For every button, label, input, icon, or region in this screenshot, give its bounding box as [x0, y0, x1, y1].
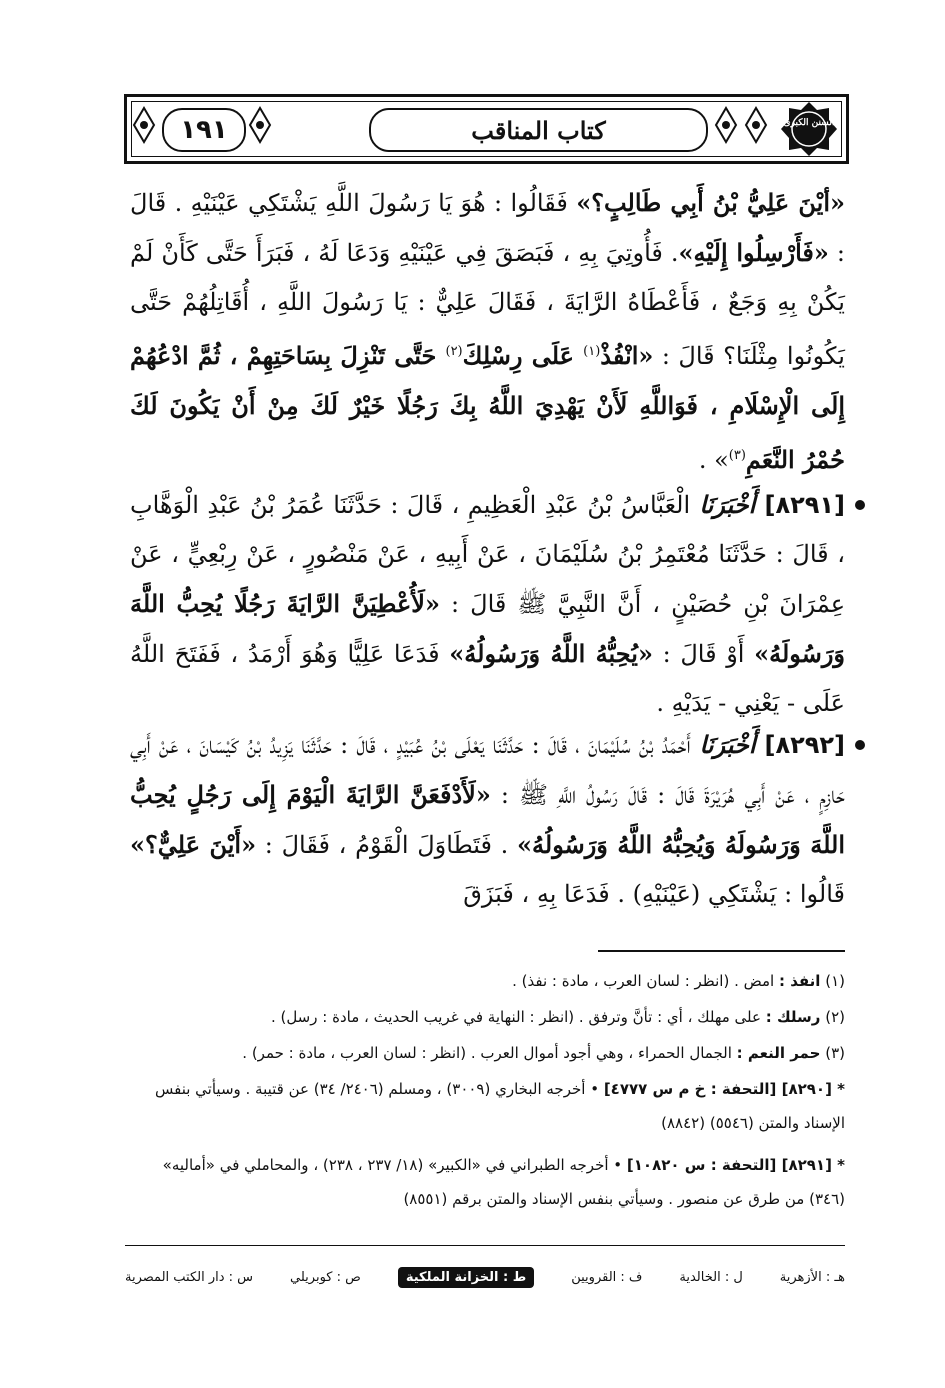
footnote-ref-2[interactable]: (٢)	[445, 344, 463, 359]
footer-rule	[125, 1245, 845, 1246]
manuscript-legend	[125, 1262, 845, 1292]
bullet-8291-icon	[855, 500, 865, 510]
footnote-term: حمر النعم :	[736, 1044, 821, 1062]
footnote-text: امض . (انظر : لسان العرب ، مادة : نفذ) .	[512, 972, 779, 990]
footnote-1	[125, 964, 845, 998]
hadith-number: [٨٢٩١]	[764, 491, 846, 519]
hadith-8291	[130, 480, 845, 728]
footnote-number: (١)	[825, 972, 845, 990]
quote: «يُحِبُّهُ اللَّهُ وَرَسُولُهُ»	[449, 639, 653, 668]
quote: حَتَّى تَنْزِلَ بِسَاحَتِهِمْ ، ثُمَّ ادْعُهُمْ إِلَى الْإِسْلَامِ ، فَوَاللَّهِ لَأَنْ يَهْدِيَ اللَّهُ بِكَ رَجُلًا خَيْرٌ لَكَ مِنْ أَنْ يَكُونَ لَكَ حُمْرُ النَّعَمِ	[130, 341, 845, 474]
legend-ta: ط : الخزانة الملكية	[398, 1267, 534, 1288]
footnote-3	[125, 1036, 845, 1070]
quote: «أَيْنَ عَلِيٌّ؟»	[130, 830, 257, 859]
page-header	[124, 94, 849, 164]
hadith-number: [٨٢٩٢]	[764, 731, 846, 759]
text: الْعَبَّاسُ بْنُ عَبْدِ الْعَظِيمِ ، قَالَ : حَدَّثَنَا عُمَرُ بْنُ عَبْدِ الْوَهَّابِ ، قَالَ : حَدَّثَنَا مُعْتَمِرُ بْنُ سُلَيْمَانَ ، عَنْ أَبِيهِ ، عَنْ مَنْصُورٍ ، عَنْ رِبْعِيٍّ ، عَنْ عِمْرَانَ بْنِ حُصَيْنٍ ، أَنَّ النَّبِيَّ ﷺ قَالَ :	[130, 491, 846, 618]
footnote-number: (٢)	[825, 1008, 845, 1026]
seal-text: السنن الكبرى	[783, 118, 835, 128]
book-seal	[779, 100, 839, 158]
quote: «لَأُعْطِيَنَّ الرَّايَةَ رَجُلًا يُحِبُّ اللَّهَ وَرَسُولَهُ»	[130, 589, 845, 668]
quote: «أيْنَ عَلِيُّ بْنُ أَبِي طَالِبٍ؟»	[576, 188, 845, 217]
bullet-8292-icon	[855, 740, 865, 750]
takhrij-text: • أخرجه الطبراني في «الكبير» (١٨/ ٢٣٧ ، ٢٣٨) ، والمحاملي في «أماليه» (٣٤٦) من طرق عن منصور . وسيأتي بنفس الإسناد والمتن برقم (٨٥٥١)	[162, 1156, 845, 1208]
legend-ha: هـ : الأزهرية	[779, 1269, 845, 1285]
chapter-title-box	[369, 108, 708, 152]
takhrij-ref: * [٨٢٩٠] [التحفة : خ م س ٤٧٧٧]	[603, 1080, 845, 1098]
footnote-text: الجمال الحمراء ، وهي أجود أموال العرب . (انظر : لسان العرب ، مادة : حمر) .	[242, 1044, 737, 1062]
text: أَوْ قَالَ :	[652, 640, 755, 668]
quote: «فَأَرْسِلُوا إِلَيْهِ»	[678, 238, 829, 267]
text: قَالُوا : يَشْتَكِي (عَيْنَيْهِ) . فَدَعَا بِهِ ، فَبَزَقَ	[463, 880, 845, 908]
quote: «لَأَدْفَعَنَّ الرَّايَةَ الْيَوْمَ إِلَى رَجُلٍ يُحِبُّ اللَّهَ وَرَسُولَهُ وَيُحِبُّهُ اللَّهُ وَرَسُولُهُ»	[130, 780, 845, 859]
text: فَدَعَا عَلِيًّا وَهُوَ أَرْمَدُ ، فَفَتَحَ اللَّهُ عَلَى - يَعْنِي - يَدَيْهِ .	[130, 640, 845, 717]
ornament-right-icon	[744, 106, 768, 144]
hadith-continuation	[130, 178, 845, 485]
footnote-ref-3[interactable]: (٣)	[728, 448, 746, 463]
text: . فَتَطَاوَلَ الْقَوْمُ ، فَقَالَ :	[256, 831, 518, 859]
ornament-left-icon	[132, 106, 156, 144]
ornament-mid-right-icon	[714, 106, 738, 144]
takhrij-ref: * [٨٢٩١] [التحفة : س ١٠٨٢٠]	[626, 1156, 845, 1174]
takhrij-text: • أخرجه البخاري (٣٠٠٩) ، ومسلم (٢٤٠٦/ ٣٤) عن قتيبة . وسيأتي بنفس الإسناد والمتن (٥٥٤٦) (٨٨٤٢)	[154, 1080, 845, 1132]
footnote-term: انفذ :	[778, 972, 821, 990]
seal-emblem-icon	[779, 100, 839, 158]
quote: عَلَى رِسْلِكَ	[462, 341, 584, 370]
page-number: ١٩١	[180, 115, 228, 145]
legend-fa: ف : القرويين	[571, 1269, 643, 1285]
takhrij-8290	[125, 1072, 845, 1140]
footnote-term: رسلك :	[765, 1008, 821, 1026]
footnote-ref-1[interactable]: (١)	[583, 344, 601, 359]
text: أَحْمَدُ بْنُ سُلَيْمَانَ ، قَالَ : حَدَّثَنَا يَعْلَى بْنُ عُبَيْدٍ ، قَالَ : حَدَّثَنَا يَزِيدُ بْنُ كَيْسَانَ ، عَنْ أَبِي حَازِمٍ ، عَنْ أَبِي هُرَيْرَةَ قَالَ : قَالَ رَسُولُ اللَّهِ ﷺ :	[130, 731, 845, 809]
akhbarana: أَخْبَرَنَا	[690, 490, 765, 519]
akhbarana: أَخْبَرَنَا	[690, 730, 765, 759]
legend-lam: ل : الخالدية	[679, 1269, 743, 1285]
footnote-text: على مهلك ، أي : تأنَّ وترفق . (انظر : النهاية في غريب الحديث ، مادة : رسل) .	[270, 1008, 766, 1026]
hadith-8292	[130, 720, 845, 919]
footnote-2	[125, 1000, 845, 1034]
text: . فَأُوتِيَ بِهِ ، فَبَصَقَ فِي عَيْنَيْهِ وَدَعَا لَهُ ، فَبَرَأَ حَتَّى كَأَنْ لَمْ يَكُنْ بِهِ وَجَعٌ ، فَأَعْطَاهُ الرَّايَةَ ، فَقَالَ عَلِيٌّ : يَا رَسُولَ اللَّهِ ، أُقَاتِلُهُمْ حَتَّى يَكُونُوا مِثْلَنَا؟ قَالَ :	[130, 239, 845, 370]
legend-sad: ص : كوبريلي	[290, 1269, 361, 1285]
chapter-title: كتاب المناقب	[471, 115, 606, 145]
footnote-divider	[598, 950, 845, 952]
footnote-number: (٣)	[825, 1044, 845, 1062]
page-number-box	[162, 108, 246, 152]
quote: «انْفُذْ	[600, 341, 654, 370]
text: » .	[698, 446, 729, 474]
text: فَقَالُوا : هُوَ يَا رَسُولَ اللَّهِ يَشْتَكِي عَيْنَيْهِ . قَالَ :	[130, 189, 846, 267]
ornament-mid-left-icon	[248, 106, 272, 144]
legend-s: س : دار الكتب المصرية	[125, 1269, 254, 1285]
takhrij-8291	[125, 1148, 845, 1216]
